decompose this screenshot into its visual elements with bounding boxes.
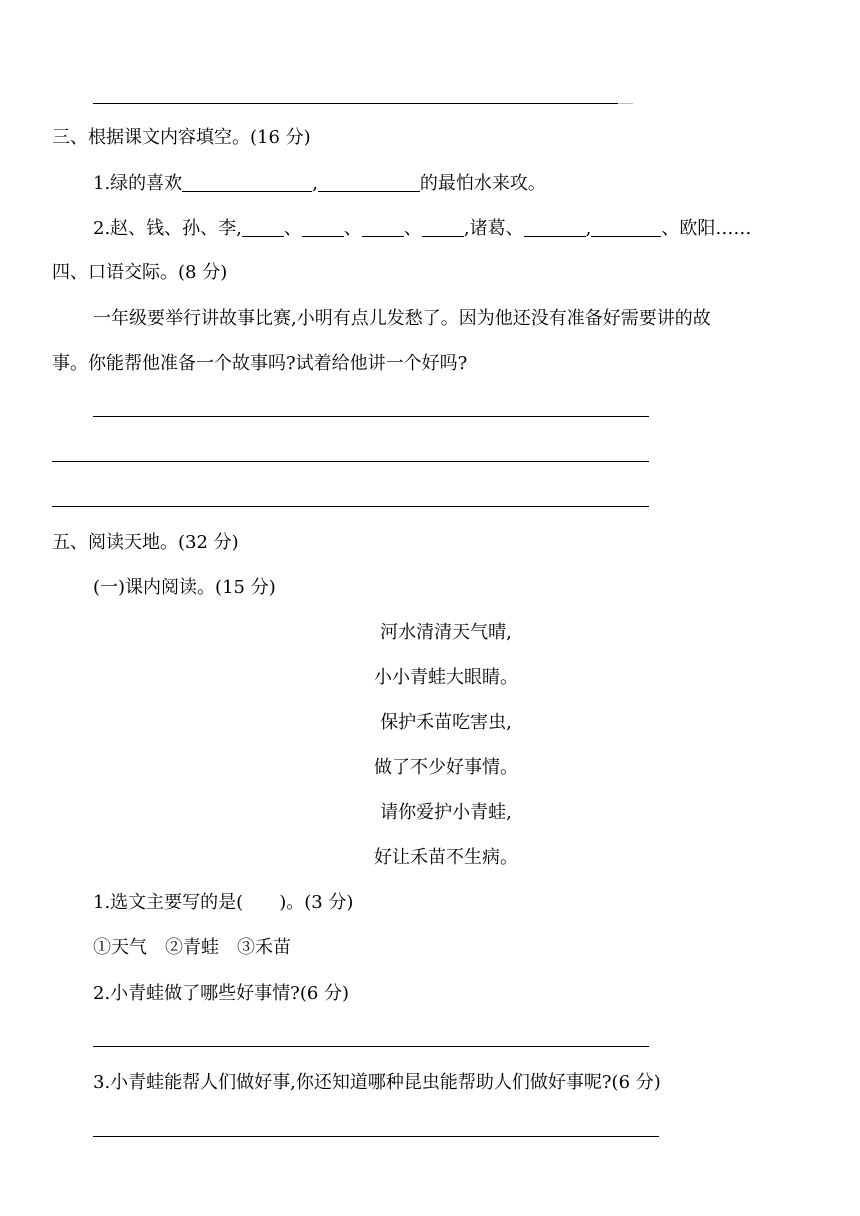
section-5-question-3: 3.小青蛙能帮人们做好事,你还知道哪种昆虫能帮助人们做好事呢?(6 分): [93, 1072, 661, 1093]
answer-line-4b[interactable]: [52, 461, 649, 462]
pink-mark: [619, 103, 633, 104]
answer-line-top: [93, 103, 618, 104]
fill-blank-5[interactable]: [362, 218, 404, 237]
section-4-paragraph-line-2: 事。你能帮他准备一个故事吗?试着给他讲一个好吗?: [52, 353, 468, 374]
poem-line-5: 请你爱护小青蛙,: [380, 802, 512, 823]
section-3-question-2: [93, 217, 751, 241]
q1-text-after: 的最怕水来攻。: [419, 173, 546, 194]
q2-sep-3: 、: [403, 218, 422, 239]
answer-line-5-q3[interactable]: [93, 1136, 659, 1137]
fill-blank-4[interactable]: [302, 218, 344, 237]
section-4-paragraph-line-1: 一年级要举行讲故事比赛,小明有点儿发愁了。因为他还没有准备好需要讲的故: [93, 308, 711, 329]
poem-line-3: 保护禾苗吃害虫,: [380, 712, 512, 733]
poem-line-6: 好让禾苗不生病。: [374, 847, 518, 868]
q1-text-mid: ,: [312, 173, 318, 194]
poem-line-4: 做了不少好事情。: [374, 757, 518, 778]
fill-blank-1[interactable]: [182, 173, 312, 192]
q2-text-after: 、欧阳……: [661, 218, 752, 239]
fill-blank-2[interactable]: [318, 173, 420, 192]
section-5-title: 五、阅读天地。(32 分): [52, 532, 239, 553]
q2-text-before: 2.赵、钱、孙、李,: [93, 218, 242, 239]
q2-sep-1: 、: [283, 218, 302, 239]
fill-blank-6[interactable]: [422, 218, 464, 237]
section-4-title: 四、口语交际。(8 分): [52, 262, 228, 283]
poem-line-2: 小小青蛙大眼睛。: [374, 667, 518, 688]
q2-comma-1: ,: [463, 218, 470, 239]
answer-line-5-q2[interactable]: [93, 1046, 649, 1047]
fill-blank-7[interactable]: [524, 218, 586, 237]
section-3-question-1: [93, 172, 546, 196]
section-5-question-1-options: ①天气 ②青蛙 ③禾苗: [93, 937, 291, 958]
q2-sep-2: 、: [343, 218, 362, 239]
section-5-question-2: 2.小青蛙做了哪些好事情?(6 分): [93, 983, 350, 1004]
q1-text-before: 1.绿的喜欢: [93, 173, 183, 194]
q2-comma-2: ,: [585, 218, 592, 239]
section-5-part-1-title: (一)课内阅读。(15 分): [93, 577, 276, 598]
q2-text-mid: 诸葛、: [469, 218, 524, 239]
poem-line-1: 河水清清天气晴,: [380, 622, 512, 643]
fill-blank-8[interactable]: [591, 218, 661, 237]
section-3-title: 三、根据课文内容填空。(16 分): [52, 127, 311, 148]
answer-line-4c[interactable]: [52, 506, 649, 507]
fill-blank-3[interactable]: [242, 218, 284, 237]
section-5-question-1: 1.选文主要写的是( )。(3 分): [93, 892, 354, 913]
answer-line-4a[interactable]: [93, 416, 649, 417]
